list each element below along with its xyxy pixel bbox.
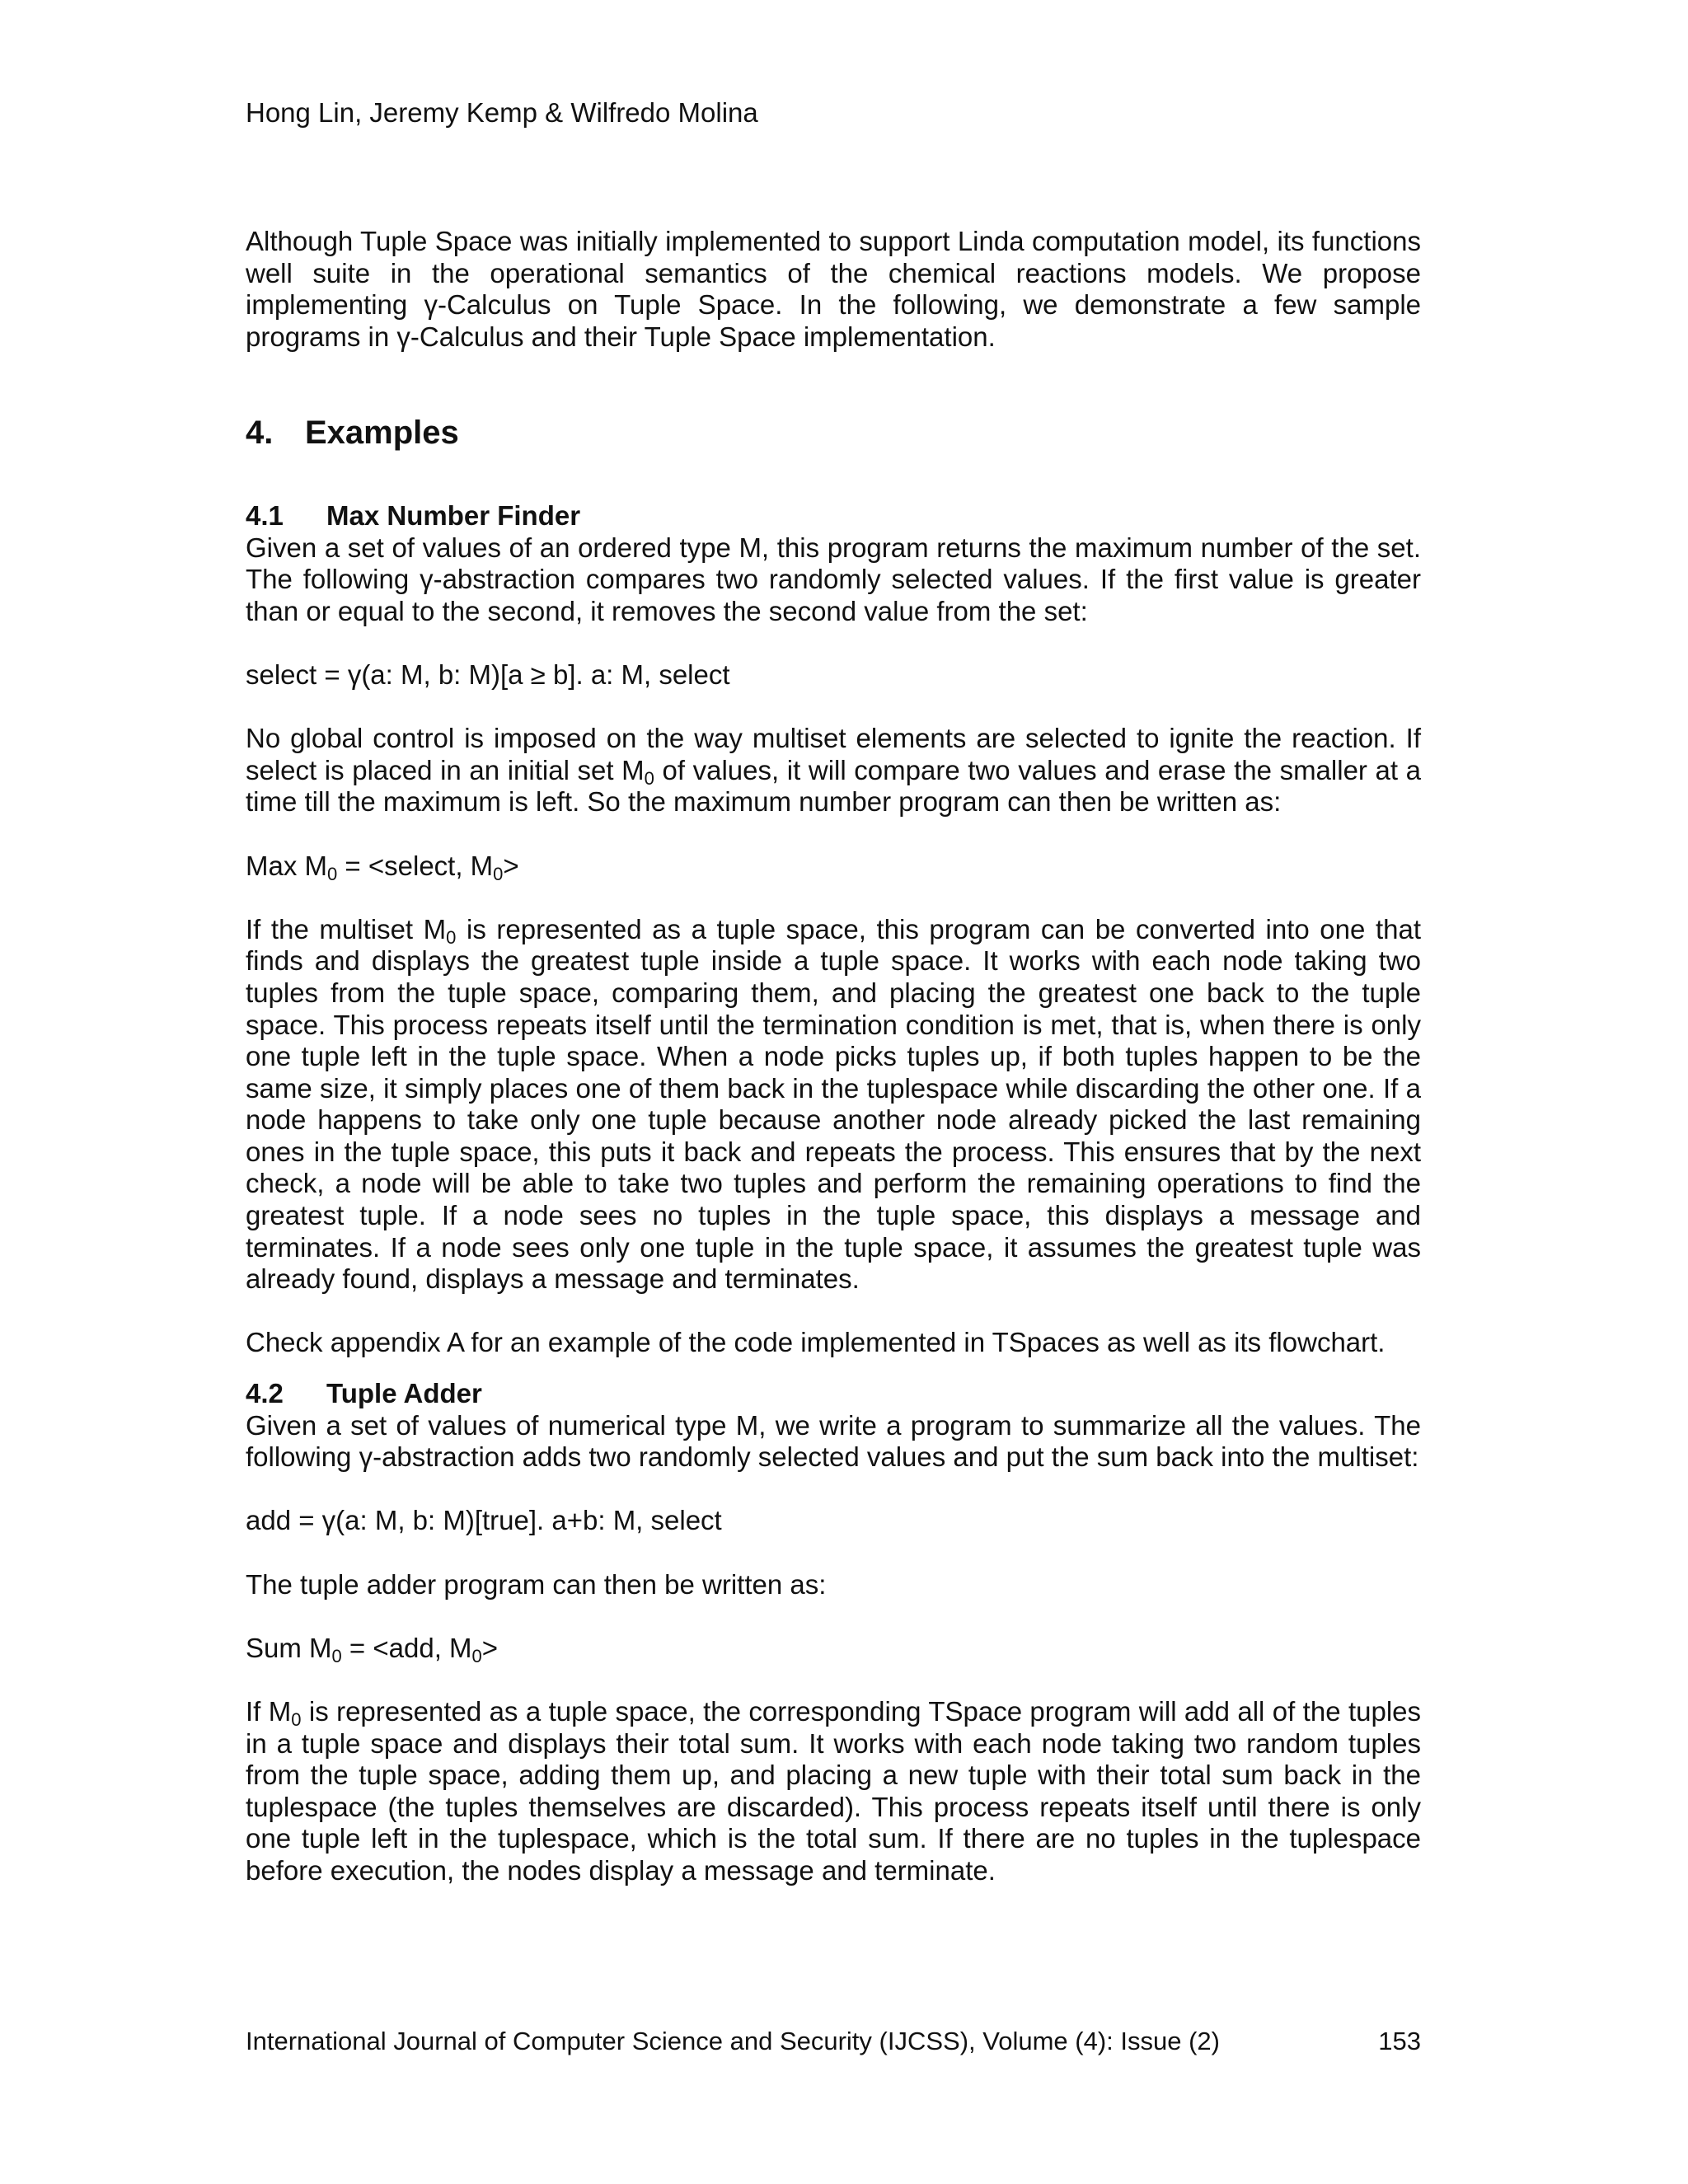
paragraph: If the multiset $M_0$ is represented as a tuple space, this program can be converted into one that finds and displays the greatest tuple inside a tuple space. It works with each node taking two tuples from the tuple space, comparing them, and placing the greatest one back to the tuple space. This process repeats itself until the termination condition is met, that is, when there is only one tuple left in the tuple space. When a node picks tuples up, if both tuples happen to be the same size, it simply places one of them back in the tuplespace while discarding the other one. If a node happens to take only one tuple because another node already picked the last remaining ones in the tuple space, this puts it back and repeats the process. This ensures that by the next check, a node will be able to take two tuples and perform the remaining operations to find the greatest tuple. If a node sees no tuples in the tuple space, this displays a message and terminates. If a node sees only one tuple in the tuple space, it assumes the greatest tuple was already found, displays a message and terminates.	[246, 913, 1421, 1295]
paragraph: Given a set of values of an ordered type M, this program returns the maximum number of the set. The following γ-abstraction compares two randomly selected values. If the first value is greater than or equal to the second, it removes the second value from the set:	[246, 532, 1421, 626]
subsection-title: Max Number Finder	[326, 500, 581, 531]
page-footer	[246, 2025, 1421, 2058]
subsection-max-number-finder	[246, 500, 1421, 1359]
page-number: 153	[1378, 2027, 1421, 2055]
formula-max: Max $M_0$ = <select, $M_0>$	[246, 850, 519, 884]
running-header-authors: Hong Lin, Jeremy Kemp & Wilfredo Molina	[246, 97, 758, 128]
intro-paragraph: Although Tuple Space was initially implemented to support Linda computation model, its functions well suite in the operational semantics of the chemical reactions models. We propose implementing γ-Calculus on Tuple Space. In the following, we demonstrate a few sample programs in γ-Calculus and their Tuple Space implementation.	[246, 226, 1421, 352]
paragraph: Given a set of values of numerical type M, we write a program to summarize all the values. The following γ-abstraction adds two randomly selected values and put the sum back into the multiset:	[246, 1409, 1421, 1473]
subsection-number: 4.2	[246, 1378, 284, 1408]
paragraph: The tuple adder program can then be written as:	[246, 1568, 827, 1600]
intro-block	[246, 226, 1421, 353]
paragraph: Check appendix A for an example of the code implemented in TSpaces as well as its flowchart.	[246, 1327, 1386, 1358]
journal-citation: International Journal of Computer Science and Security (IJCSS), Volume (4): Issue (2)	[246, 2027, 1220, 2055]
section-title: Examples	[305, 415, 459, 451]
subsection-tuple-adder	[246, 1378, 1421, 1887]
subsection-heading	[246, 1378, 1421, 1410]
formula-sum: Sum $M_0 = <add$, $M_0>$	[246, 1632, 499, 1666]
formula-select: select = γ(a: M, b: M)[a ≥ b]. a: M, select	[246, 658, 730, 690]
paragraph: No global control is imposed on the way multiset elements are selected to ignite the reaction. If select is placed in an initial set $M_0$ of values, it will compare two values and erase the smaller at a time till the maximum is left. So the maximum number program can then be written as:	[246, 723, 1421, 818]
section-heading	[246, 412, 459, 453]
subsection-title: Tuple Adder	[326, 1378, 482, 1408]
section-number: 4.	[246, 415, 274, 451]
paragraph: If $M_0$ is represented as a tuple space, the corresponding TSpace program will add all of the tuples in a tuple space and displays their total sum. It works with each node taking two random tuples from the tuple space, adding them up, and placing a new tuple with their total sum back in the tuplespace (the tuples themselves are discarded). This process repeats itself until there is only one tuple left in the tuplespace, which is the total sum. If there are no tuples in the tuplespace before execution, the nodes display a message and terminate.	[246, 1695, 1421, 1886]
formula-add: add = γ(a: M, b: M)[true]. a+b: M, select	[246, 1505, 722, 1536]
subsection-number: 4.1	[246, 500, 284, 531]
subsection-heading	[246, 500, 1421, 532]
